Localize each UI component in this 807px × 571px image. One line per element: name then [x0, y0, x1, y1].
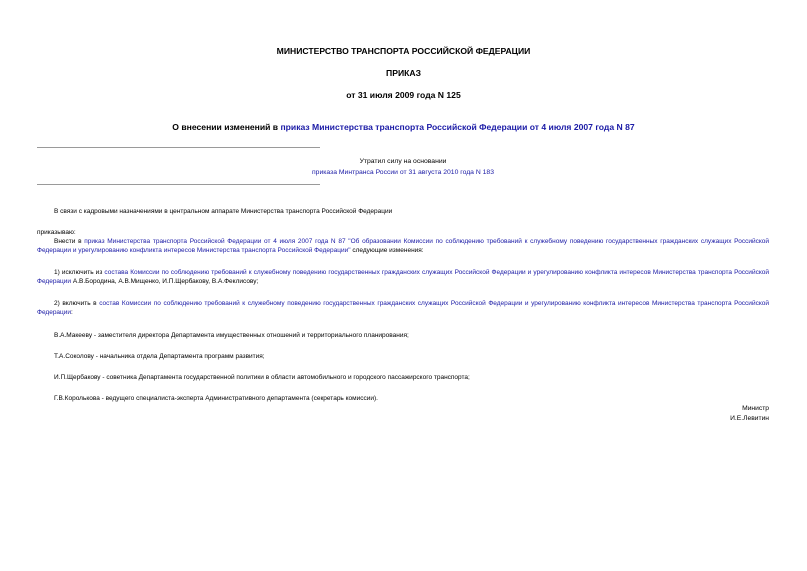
intro-paragraph [37, 237, 769, 256]
repeal-order-link[interactable]: приказа Минтранса России от 31 августа 2010 года N 183 [312, 169, 494, 176]
member-paragraph: В.А.Макееву - заместителя директора Департамента имущественных отношений и территориального планирования; [54, 332, 409, 339]
signatory-position: Министр [742, 405, 769, 412]
signatory-name: И.Е.Левитин [730, 415, 769, 422]
intro-text-b: следующие изменения: [350, 247, 424, 255]
bottom-separator [37, 184, 320, 185]
ministry-heading: МИНИСТЕРСТВО ТРАНСПОРТА РОССИЙСКОЙ ФЕДЕРАЦИИ [276, 46, 531, 56]
document-title-prefix: О внесении изменений в [172, 122, 281, 132]
intro-text-a: Внести в [54, 238, 85, 245]
order-word: приказываю: [37, 229, 76, 236]
item-2-commission-link[interactable]: состав Комиссии по соблюдению требований к служебному поведению государственных гражданских служащих Российской Федерации и урегулированию конфликта интересов Министерства транспорта Российской Федерации [37, 300, 769, 317]
member-paragraph: Г.В.Королькова - ведущего специалиста-эксперта Административного департамента (секретарь комиссии). [54, 395, 378, 402]
document-date-number: от 31 июля 2009 года N 125 [346, 90, 461, 100]
top-separator [37, 147, 320, 148]
item-1-commission-link[interactable]: состава Комиссии по соблюдению требований к служебному поведению государственных гражданских служащих Российской Федерации и урегулированию конфликта интересов Министерства транспорта Российской Федерации [37, 269, 769, 286]
item-1-text-a: 1) исключить из [54, 269, 105, 276]
preamble-paragraph: В связи с кадровыми назначениями в центральном аппарате Министерства транспорта Российской Федерации [54, 208, 393, 215]
item-1-text-b: А.В.Бородина, А.В.Мищенко, И.П.Щербакову, В.А.Феклисову; [71, 278, 259, 286]
status-note-text: Утратил силу на основании [359, 158, 447, 165]
document-type: ПРИКАЗ [386, 68, 421, 78]
item-2-text-a: 2) включить в [54, 300, 100, 307]
item-2-text-b: : [71, 309, 73, 317]
item-1-paragraph [37, 268, 769, 287]
intro-order-link[interactable]: приказ Министерства транспорта Российской Федерации от 4 июля 2007 года N 87 "Об образовании Комиссии по соблюдению требований к служебному поведению государственных гражданских служащих Российской Федерации и урегулированию конфликта интересов Министерства транспорта Российской Федерации" [37, 238, 769, 255]
member-paragraph: Т.А.Соколову - начальника отдела Департамента программ развития; [54, 353, 265, 360]
document-title [0, 122, 807, 132]
item-2-paragraph [37, 299, 769, 318]
member-paragraph: И.П.Щербакову - советника Департамента государственной политики в области автомобильного и городского пассажирского транспорта; [54, 374, 470, 381]
amended-order-link[interactable]: приказ Министерства транспорта Российской Федерации от 4 июля 2007 года N 87 [280, 122, 635, 132]
